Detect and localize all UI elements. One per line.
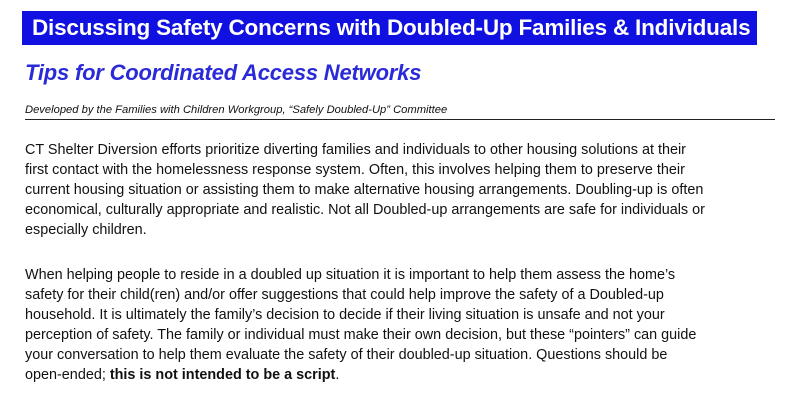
paragraph-2-last-line — [25, 365, 785, 385]
last-line-prefix: open-ended; — [25, 367, 110, 383]
not-a-script-emphasis: this is not intended to be a script — [109, 367, 336, 383]
banner-title — [22, 11, 757, 45]
subtitle: Tips for Coordinated Access Networks — [25, 60, 422, 85]
paragraph-2-line: safety for their child(ren) and/or offer suggestions that could help improve the safety of a Doubled-up — [25, 287, 664, 303]
last-line-suffix: . — [335, 367, 340, 383]
paragraph-1-line: current housing situation or assisting them to make alternative housing arrangements. Doubling-up is often — [25, 182, 704, 198]
paragraph-2 — [25, 265, 785, 385]
paragraph-1-line: first contact with the homelessness response system. Often, this involves helping them to preserve their — [25, 162, 685, 178]
paragraph-1-line: especially children. — [25, 222, 147, 238]
paragraph-1-line: economical, culturally appropriate and realistic. Not all Doubled-up arrangements are safe for individuals or — [25, 202, 705, 218]
paragraph-2-line: household. It is ultimately the family’s decision to decide if their living situation is unsafe and not your — [25, 307, 665, 323]
credit-line: Developed by the Families with Children Workgroup, “Safely Doubled-Up” Committee — [25, 104, 775, 120]
paragraph-1-line: CT Shelter Diversion efforts prioritize diverting families and individuals to other housing solutions at their — [25, 142, 686, 158]
paragraph-1 — [25, 140, 785, 240]
banner-title-text: Discussing Safety Concerns with Doubled-Up Families & Individuals — [32, 15, 751, 40]
paragraph-2-line: When helping people to reside in a doubled up situation it is important to help them assess the home’s — [25, 267, 676, 283]
paragraph-2-line: your conversation to help them evaluate the safety of their doubled-up situation. Questions should be — [25, 347, 668, 363]
paragraph-2-line: perception of safety. The family or individual must make their own decision, but these “pointers” can guide — [25, 327, 697, 343]
